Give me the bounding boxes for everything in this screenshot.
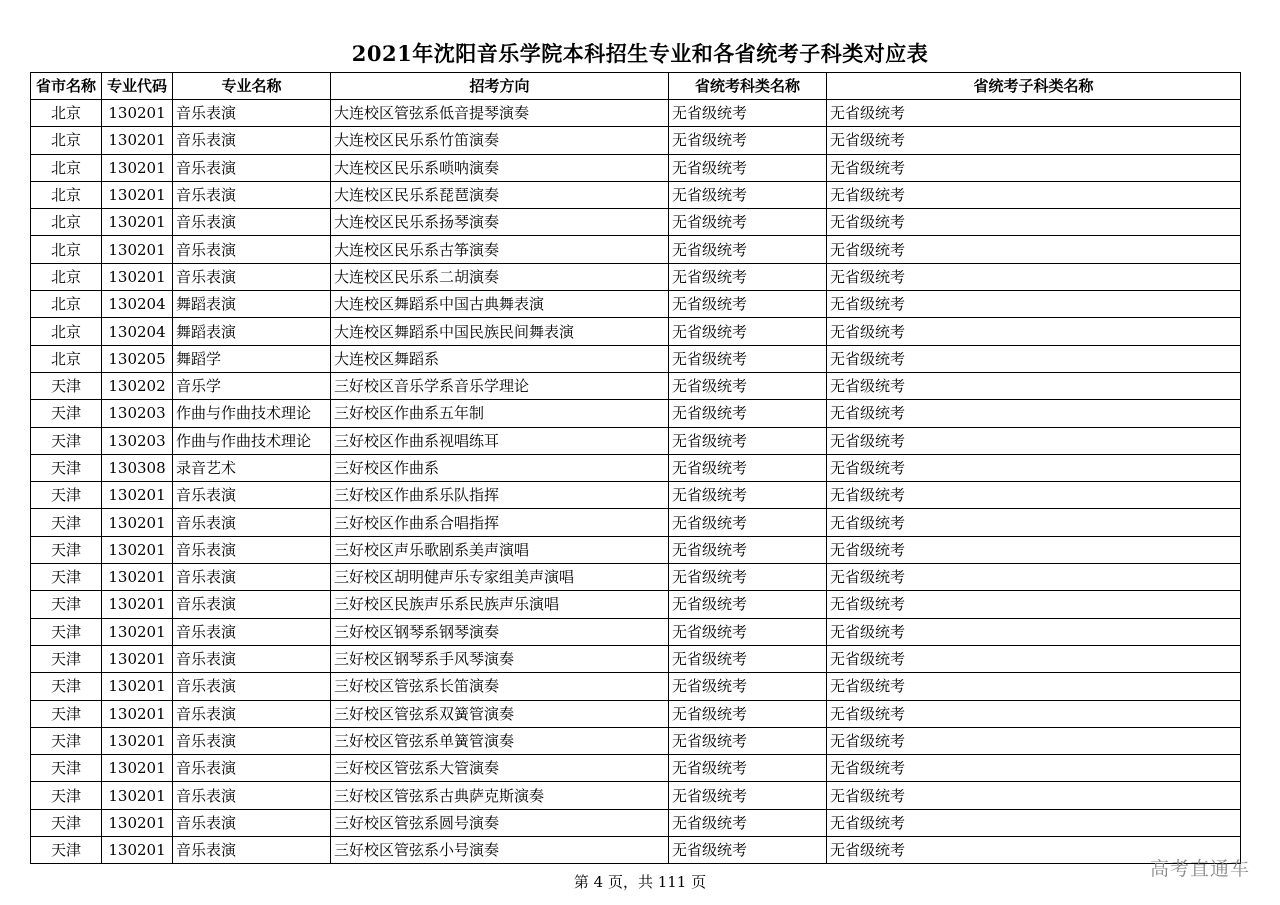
cell-exam-category: 无省级统考 xyxy=(669,454,827,481)
cell-exam-category: 无省级统考 xyxy=(669,564,827,591)
cell-exam-category: 无省级统考 xyxy=(669,536,827,563)
cell-major-name: 音乐表演 xyxy=(173,236,331,263)
cell-major-code: 130201 xyxy=(102,809,173,836)
table-row xyxy=(31,236,1241,263)
cell-exam-category: 无省级统考 xyxy=(669,127,827,154)
cell-direction: 三好校区钢琴系手风琴演奏 xyxy=(331,645,669,672)
table-row xyxy=(31,645,1241,672)
cell-major-name: 音乐表演 xyxy=(173,618,331,645)
cell-direction: 大连校区民乐系竹笛演奏 xyxy=(331,127,669,154)
cell-direction: 三好校区管弦系长笛演奏 xyxy=(331,673,669,700)
table-row xyxy=(31,536,1241,563)
header-exam-subcategory: 省统考子科类名称 xyxy=(827,73,1241,100)
cell-major-code: 130201 xyxy=(102,564,173,591)
cell-direction: 三好校区声乐歌剧系美声演唱 xyxy=(331,536,669,563)
cell-direction: 三好校区管弦系古典萨克斯演奏 xyxy=(331,782,669,809)
cell-exam-subcategory: 无省级统考 xyxy=(827,837,1241,864)
cell-province: 天津 xyxy=(31,700,102,727)
cell-province: 天津 xyxy=(31,618,102,645)
cell-exam-category: 无省级统考 xyxy=(669,181,827,208)
cell-province: 天津 xyxy=(31,427,102,454)
cell-exam-subcategory: 无省级统考 xyxy=(827,700,1241,727)
cell-exam-subcategory: 无省级统考 xyxy=(827,618,1241,645)
cell-major-code: 130201 xyxy=(102,591,173,618)
cell-exam-category: 无省级统考 xyxy=(669,782,827,809)
cell-major-name: 舞蹈学 xyxy=(173,345,331,372)
cell-exam-subcategory: 无省级统考 xyxy=(827,645,1241,672)
cell-exam-category: 无省级统考 xyxy=(669,236,827,263)
table-row xyxy=(31,263,1241,290)
cell-major-code: 130201 xyxy=(102,782,173,809)
cell-exam-category: 无省级统考 xyxy=(669,618,827,645)
cell-major-name: 音乐表演 xyxy=(173,509,331,536)
cell-province: 北京 xyxy=(31,263,102,290)
cell-exam-subcategory: 无省级统考 xyxy=(827,509,1241,536)
cell-major-name: 音乐学 xyxy=(173,372,331,399)
header-exam-category: 省统考科类名称 xyxy=(669,73,827,100)
cell-major-name: 音乐表演 xyxy=(173,700,331,727)
table-row xyxy=(31,454,1241,481)
cell-province: 天津 xyxy=(31,536,102,563)
cell-major-code: 130201 xyxy=(102,536,173,563)
cell-major-name: 音乐表演 xyxy=(173,727,331,754)
cell-exam-category: 无省级统考 xyxy=(669,727,827,754)
cell-major-name: 舞蹈表演 xyxy=(173,318,331,345)
table-row xyxy=(31,727,1241,754)
table-row xyxy=(31,318,1241,345)
table-row xyxy=(31,127,1241,154)
header-direction: 招考方向 xyxy=(331,73,669,100)
cell-province: 天津 xyxy=(31,782,102,809)
cell-exam-category: 无省级统考 xyxy=(669,837,827,864)
table-row xyxy=(31,509,1241,536)
cell-major-code: 130201 xyxy=(102,154,173,181)
table-row xyxy=(31,372,1241,399)
cell-major-code: 130201 xyxy=(102,181,173,208)
cell-exam-subcategory: 无省级统考 xyxy=(827,727,1241,754)
cell-exam-subcategory: 无省级统考 xyxy=(827,400,1241,427)
cell-exam-subcategory: 无省级统考 xyxy=(827,372,1241,399)
cell-province: 北京 xyxy=(31,345,102,372)
cell-major-name: 音乐表演 xyxy=(173,127,331,154)
cell-major-name: 音乐表演 xyxy=(173,100,331,127)
cell-province: 天津 xyxy=(31,564,102,591)
cell-exam-category: 无省级统考 xyxy=(669,509,827,536)
cell-major-code: 130201 xyxy=(102,727,173,754)
cell-exam-subcategory: 无省级统考 xyxy=(827,809,1241,836)
cell-province: 天津 xyxy=(31,400,102,427)
cell-province: 天津 xyxy=(31,645,102,672)
cell-direction: 大连校区舞蹈系中国古典舞表演 xyxy=(331,291,669,318)
cell-major-code: 130201 xyxy=(102,100,173,127)
cell-direction: 大连校区管弦系低音提琴演奏 xyxy=(331,100,669,127)
cell-exam-subcategory: 无省级统考 xyxy=(827,127,1241,154)
table-row xyxy=(31,755,1241,782)
cell-province: 天津 xyxy=(31,809,102,836)
cell-province: 天津 xyxy=(31,509,102,536)
cell-direction: 三好校区管弦系单簧管演奏 xyxy=(331,727,669,754)
header-province: 省市名称 xyxy=(31,73,102,100)
cell-exam-category: 无省级统考 xyxy=(669,291,827,318)
cell-exam-subcategory: 无省级统考 xyxy=(827,755,1241,782)
cell-exam-subcategory: 无省级统考 xyxy=(827,154,1241,181)
cell-province: 天津 xyxy=(31,755,102,782)
table-row xyxy=(31,564,1241,591)
cell-province: 北京 xyxy=(31,291,102,318)
cell-major-code: 130201 xyxy=(102,263,173,290)
cell-exam-category: 无省级统考 xyxy=(669,100,827,127)
header-major-code: 专业代码 xyxy=(102,73,173,100)
cell-exam-category: 无省级统考 xyxy=(669,263,827,290)
cell-major-name: 录音艺术 xyxy=(173,454,331,481)
cell-exam-category: 无省级统考 xyxy=(669,427,827,454)
cell-major-name: 音乐表演 xyxy=(173,181,331,208)
cell-exam-subcategory: 无省级统考 xyxy=(827,564,1241,591)
cell-major-name: 音乐表演 xyxy=(173,755,331,782)
cell-direction: 三好校区管弦系小号演奏 xyxy=(331,837,669,864)
cell-exam-category: 无省级统考 xyxy=(669,482,827,509)
cell-direction: 三好校区钢琴系钢琴演奏 xyxy=(331,618,669,645)
cell-exam-subcategory: 无省级统考 xyxy=(827,427,1241,454)
cell-major-code: 130201 xyxy=(102,673,173,700)
cell-exam-subcategory: 无省级统考 xyxy=(827,236,1241,263)
table-row xyxy=(31,154,1241,181)
table-row xyxy=(31,782,1241,809)
cell-major-code: 130205 xyxy=(102,345,173,372)
cell-province: 北京 xyxy=(31,127,102,154)
cell-major-name: 音乐表演 xyxy=(173,591,331,618)
table-row xyxy=(31,837,1241,864)
cell-major-name: 音乐表演 xyxy=(173,536,331,563)
cell-major-code: 130203 xyxy=(102,427,173,454)
table-row xyxy=(31,181,1241,208)
cell-major-name: 舞蹈表演 xyxy=(173,291,331,318)
cell-major-name: 音乐表演 xyxy=(173,809,331,836)
cell-direction: 三好校区管弦系大管演奏 xyxy=(331,755,669,782)
cell-province: 北京 xyxy=(31,154,102,181)
cell-exam-category: 无省级统考 xyxy=(669,700,827,727)
cell-major-code: 130204 xyxy=(102,291,173,318)
cell-major-code: 130203 xyxy=(102,400,173,427)
cell-major-code: 130201 xyxy=(102,700,173,727)
cell-province: 天津 xyxy=(31,673,102,700)
cell-exam-category: 无省级统考 xyxy=(669,809,827,836)
cell-direction: 三好校区音乐学系音乐学理论 xyxy=(331,372,669,399)
cell-exam-subcategory: 无省级统考 xyxy=(827,181,1241,208)
cell-major-code: 130201 xyxy=(102,209,173,236)
cell-direction: 大连校区舞蹈系中国民族民间舞表演 xyxy=(331,318,669,345)
header-major-name: 专业名称 xyxy=(173,73,331,100)
cell-exam-category: 无省级统考 xyxy=(669,209,827,236)
cell-exam-subcategory: 无省级统考 xyxy=(827,291,1241,318)
cell-exam-subcategory: 无省级统考 xyxy=(827,263,1241,290)
cell-major-code: 130201 xyxy=(102,755,173,782)
cell-province: 天津 xyxy=(31,727,102,754)
cell-major-name: 音乐表演 xyxy=(173,782,331,809)
cell-province: 天津 xyxy=(31,482,102,509)
page-title: 2021年沈阳音乐学院本科招生专业和各省统考子科类对应表 xyxy=(351,41,929,66)
cell-major-code: 130201 xyxy=(102,509,173,536)
cell-province: 北京 xyxy=(31,181,102,208)
cell-direction: 三好校区管弦系圆号演奏 xyxy=(331,809,669,836)
cell-major-name: 作曲与作曲技术理论 xyxy=(173,400,331,427)
cell-major-name: 音乐表演 xyxy=(173,564,331,591)
cell-exam-category: 无省级统考 xyxy=(669,154,827,181)
cell-exam-category: 无省级统考 xyxy=(669,400,827,427)
cell-direction: 三好校区民族声乐系民族声乐演唱 xyxy=(331,591,669,618)
cell-exam-subcategory: 无省级统考 xyxy=(827,482,1241,509)
cell-exam-subcategory: 无省级统考 xyxy=(827,318,1241,345)
table-row xyxy=(31,209,1241,236)
cell-exam-category: 无省级统考 xyxy=(669,345,827,372)
cell-direction: 三好校区胡明健声乐专家组美声演唱 xyxy=(331,564,669,591)
cell-exam-subcategory: 无省级统考 xyxy=(827,454,1241,481)
cell-major-name: 音乐表演 xyxy=(173,482,331,509)
cell-direction: 大连校区舞蹈系 xyxy=(331,345,669,372)
cell-province: 天津 xyxy=(31,372,102,399)
cell-major-code: 130204 xyxy=(102,318,173,345)
table-row xyxy=(31,345,1241,372)
cell-exam-category: 无省级统考 xyxy=(669,673,827,700)
cell-major-name: 作曲与作曲技术理论 xyxy=(173,427,331,454)
cell-province: 北京 xyxy=(31,236,102,263)
table-row xyxy=(31,700,1241,727)
cell-province: 天津 xyxy=(31,454,102,481)
cell-exam-subcategory: 无省级统考 xyxy=(827,673,1241,700)
cell-province: 天津 xyxy=(31,591,102,618)
cell-exam-subcategory: 无省级统考 xyxy=(827,782,1241,809)
cell-direction: 大连校区民乐系古筝演奏 xyxy=(331,236,669,263)
cell-major-code: 130202 xyxy=(102,372,173,399)
cell-direction: 大连校区民乐系扬琴演奏 xyxy=(331,209,669,236)
cell-major-code: 130201 xyxy=(102,127,173,154)
cell-exam-subcategory: 无省级统考 xyxy=(827,591,1241,618)
cell-major-code: 130201 xyxy=(102,482,173,509)
cell-major-code: 130201 xyxy=(102,618,173,645)
table-row xyxy=(31,673,1241,700)
watermark: 高考直通车 xyxy=(1149,858,1250,880)
table-row xyxy=(31,427,1241,454)
table-row xyxy=(31,618,1241,645)
cell-province: 北京 xyxy=(31,318,102,345)
cell-exam-subcategory: 无省级统考 xyxy=(827,345,1241,372)
cell-major-name: 音乐表演 xyxy=(173,673,331,700)
cell-direction: 三好校区作曲系合唱指挥 xyxy=(331,509,669,536)
cell-major-code: 130201 xyxy=(102,837,173,864)
cell-major-name: 音乐表演 xyxy=(173,154,331,181)
cell-major-name: 音乐表演 xyxy=(173,837,331,864)
cell-exam-category: 无省级统考 xyxy=(669,372,827,399)
table-row xyxy=(31,809,1241,836)
cell-exam-category: 无省级统考 xyxy=(669,645,827,672)
admissions-table xyxy=(30,72,1241,864)
cell-direction: 大连校区民乐系二胡演奏 xyxy=(331,263,669,290)
cell-direction: 三好校区管弦系双簧管演奏 xyxy=(331,700,669,727)
cell-province: 北京 xyxy=(31,209,102,236)
cell-major-code: 130308 xyxy=(102,454,173,481)
table-body xyxy=(31,100,1241,864)
cell-major-code: 130201 xyxy=(102,645,173,672)
table-row xyxy=(31,400,1241,427)
page-footer: 第 4 页，共 111 页 xyxy=(573,873,707,891)
table-row xyxy=(31,291,1241,318)
cell-direction: 三好校区作曲系视唱练耳 xyxy=(331,427,669,454)
cell-direction: 大连校区民乐系唢呐演奏 xyxy=(331,154,669,181)
table-header-row xyxy=(31,73,1241,100)
cell-major-name: 音乐表演 xyxy=(173,645,331,672)
cell-province: 天津 xyxy=(31,837,102,864)
cell-exam-category: 无省级统考 xyxy=(669,591,827,618)
cell-direction: 大连校区民乐系琵琶演奏 xyxy=(331,181,669,208)
table-row xyxy=(31,100,1241,127)
cell-exam-subcategory: 无省级统考 xyxy=(827,209,1241,236)
cell-exam-category: 无省级统考 xyxy=(669,755,827,782)
cell-major-name: 音乐表演 xyxy=(173,209,331,236)
table-row xyxy=(31,482,1241,509)
cell-direction: 三好校区作曲系乐队指挥 xyxy=(331,482,669,509)
cell-exam-subcategory: 无省级统考 xyxy=(827,536,1241,563)
cell-major-code: 130201 xyxy=(102,236,173,263)
table-row xyxy=(31,591,1241,618)
cell-exam-subcategory: 无省级统考 xyxy=(827,100,1241,127)
cell-major-name: 音乐表演 xyxy=(173,263,331,290)
cell-direction: 三好校区作曲系 xyxy=(331,454,669,481)
cell-direction: 三好校区作曲系五年制 xyxy=(331,400,669,427)
cell-exam-category: 无省级统考 xyxy=(669,318,827,345)
cell-province: 北京 xyxy=(31,100,102,127)
